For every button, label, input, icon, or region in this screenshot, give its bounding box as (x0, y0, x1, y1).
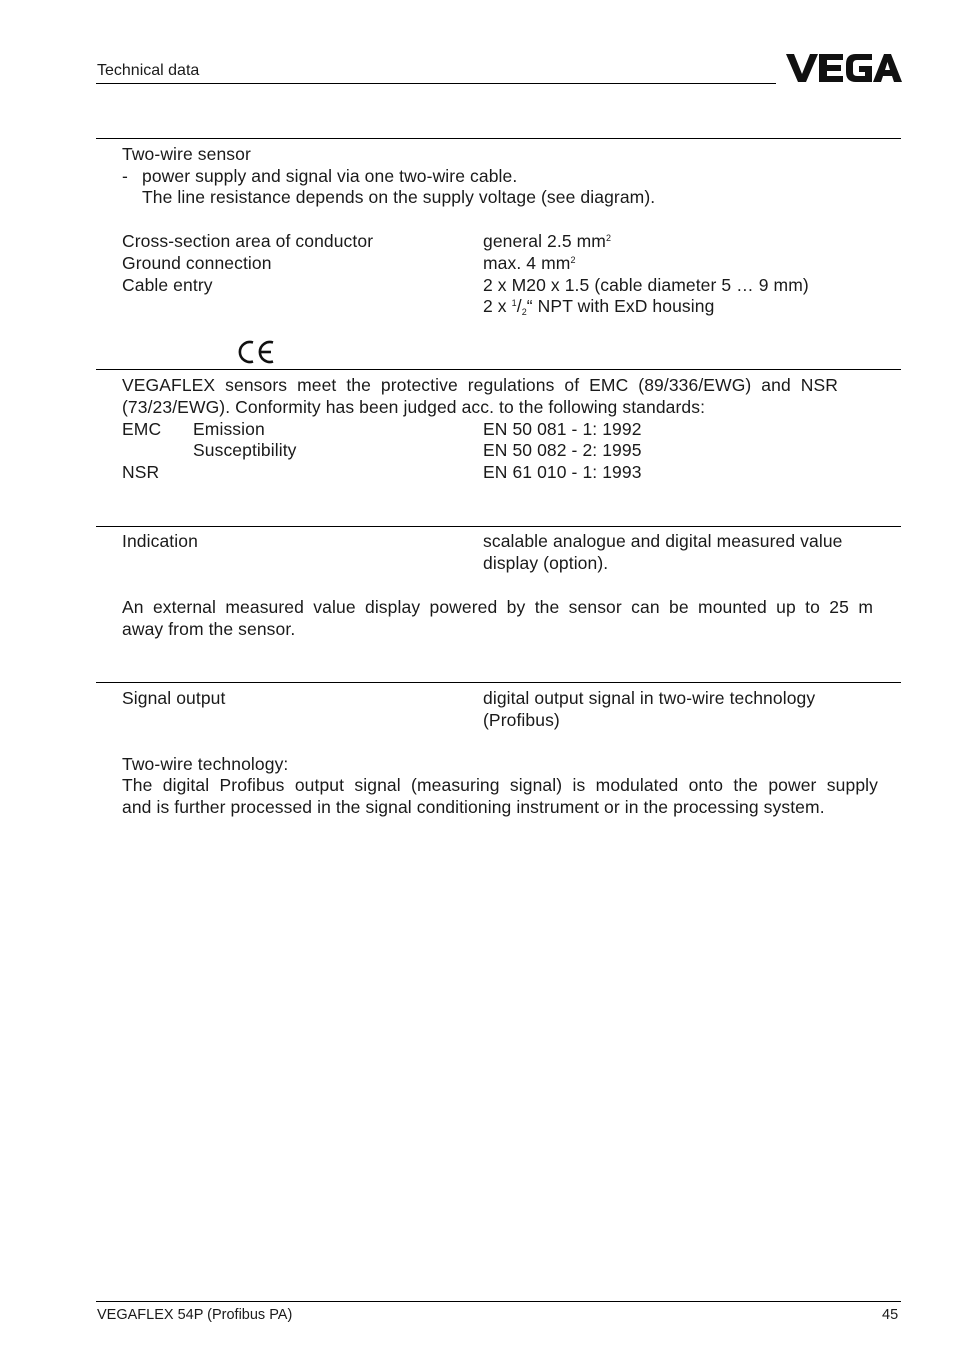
indication-label: Indication (122, 531, 198, 551)
bullet-dash: - (122, 166, 128, 186)
ground-label: Ground connection (122, 253, 272, 273)
emission-standard: EN 50 081 - 1: 1992 (483, 419, 642, 439)
conductor-value: general 2.5 $mm^2$ (483, 231, 612, 251)
two-wire-text-line2: and is further processed in the signal conditioning instrument or in the processing system. (122, 797, 825, 817)
two-wire-heading: Two-wire technology: (122, 754, 289, 774)
section-rule-signal (96, 682, 901, 683)
signal-output-label: Signal output (122, 688, 226, 708)
ce-text-line1: VEGAFLEX sensors meet the protective regulations of EMC (89/336/EWG) and NSR (122, 375, 838, 395)
footer-product: VEGAFLEX 54P (Profibus PA) (97, 1307, 293, 1323)
emission-label: Emission (193, 419, 265, 439)
conductor-label: Cross-section area of conductor (122, 231, 374, 251)
cable-entry-value: 2 x M20 x 1.5 (cable diameter 5 … 9 mm) (483, 275, 809, 295)
emc-label: EMC (122, 419, 162, 439)
signal-output-value-line2: (Profibus) (483, 710, 560, 730)
npt-value: 2 x $^1/_2“$ NPT with ExD housing (483, 296, 715, 317)
indication-value-line1: scalable analogue and digital measured value (483, 531, 843, 551)
indication-value-line2: display (option). (483, 553, 609, 573)
section-title: Technical data (97, 62, 200, 79)
susceptibility-label: Susceptibility (193, 440, 297, 460)
bullet-text: power supply and signal via one two-wire cable. (142, 166, 518, 186)
nsr-label: NSR (122, 462, 160, 482)
bullet-continuation: The line resistance depends on the supply voltage (see diagram). (142, 187, 656, 207)
ce-text-line2: (73/23/EWG). Conformity has been judged acc. to the following standards: (122, 397, 706, 417)
two-wire-text-line1: The digital Profibus output signal (measuring signal) is modulated onto the power supply (122, 775, 878, 795)
indication-note-line2: away from the sensor. (122, 619, 296, 639)
cable-entry-label: Cable entry (122, 275, 213, 295)
vega-logo (786, 50, 902, 86)
section-rule-indication (96, 526, 901, 527)
indication-note-line1: An external measured value display powered by the sensor can be mounted up to 25 m (122, 597, 873, 617)
ce-mark-icon (234, 339, 276, 365)
header-rule (96, 83, 776, 84)
ground-value: max. 4 $mm^2$ (483, 253, 576, 273)
signal-output-value-line1: digital output signal in two-wire technology (483, 688, 816, 708)
nsr-standard: EN 61 010 - 1: 1993 (483, 462, 642, 482)
page-number: 45 (882, 1307, 899, 1323)
power-intro: Two-wire sensor (122, 144, 251, 164)
section-rule-power (96, 138, 901, 139)
susceptibility-standard: EN 50 082 - 2: 1995 (483, 440, 642, 460)
section-rule-ce (96, 369, 901, 370)
footer-rule (96, 1301, 901, 1302)
